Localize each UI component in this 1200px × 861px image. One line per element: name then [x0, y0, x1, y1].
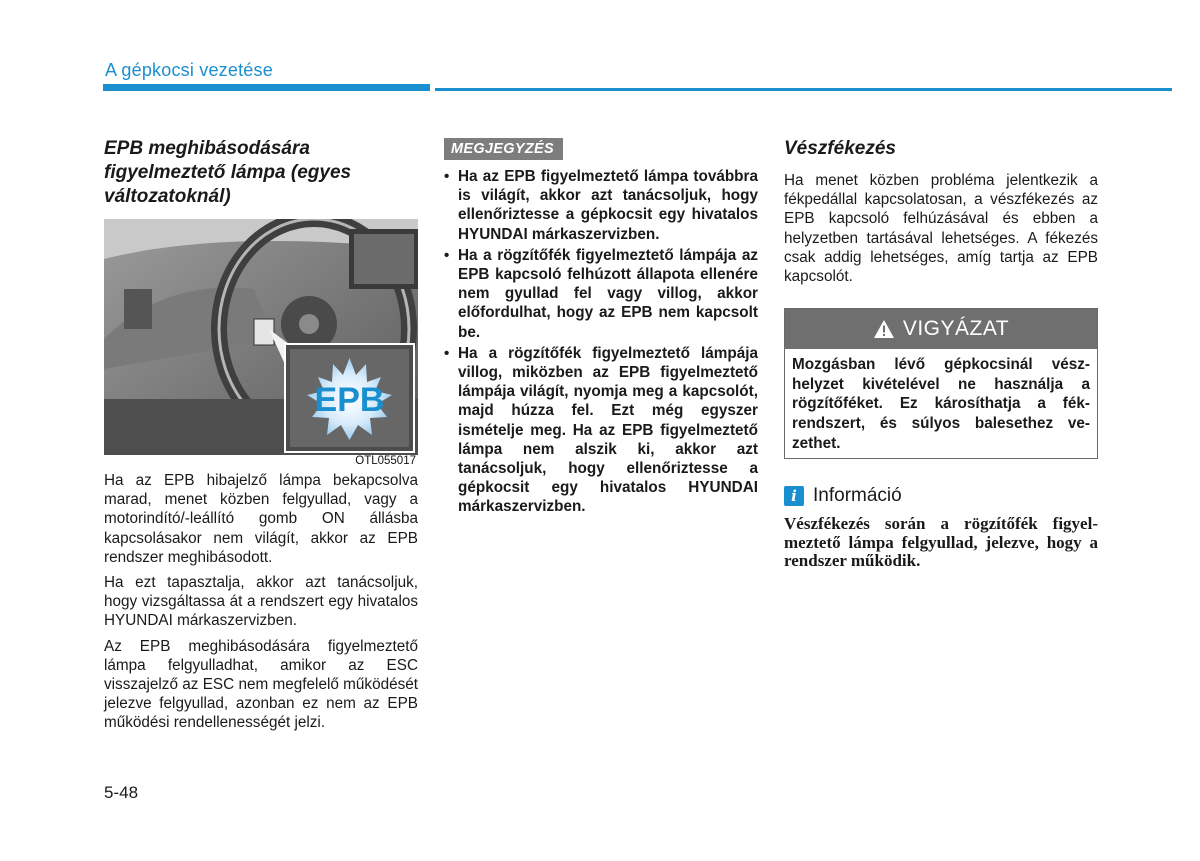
emergency-braking-paragraph: Ha menet közben probléma jelentkezik a fékpedállal kapcsolatosan, a vészfékezés az EPB kapcsoló felhúzásával és ebben a helyzetben tartásával lehetséges. A fékezés csak addig lehetséges, amíg tartja az EPB kapcsolót.	[784, 172, 1098, 286]
epb-warning-heading: EPB meghibásodására figyelmeztető lámpa (egyes változatoknál)	[104, 138, 352, 207]
note-bullet-list	[444, 167, 758, 517]
info-header	[784, 485, 1098, 507]
info-title: Információ	[813, 485, 902, 507]
caution-header	[785, 309, 1097, 349]
header-rule-thin	[435, 88, 1172, 91]
dashboard-figure	[104, 219, 418, 467]
header-rule-thick	[103, 84, 430, 91]
header-title: A gépkocsi vezetése	[105, 60, 273, 80]
note-label: MEGJEGYZÉS	[444, 138, 563, 160]
caution-box	[784, 308, 1098, 459]
list-item	[444, 167, 758, 244]
info-icon: i	[784, 486, 804, 506]
page-number: 5-48	[104, 783, 139, 802]
bullet-text: Ha az EPB figyelmeztető lámpa továbbra is világít, akkor azt tanácsoljuk, hogy ellenőriztesse a gépkocsit egy hivatalos HYUNDAI márkaszervizben.	[458, 168, 758, 243]
bullet-dot: •	[444, 344, 450, 362]
bullet-text: Ha a rögzítőfék figyelmeztető lámpája az EPB kapcsoló felhúzott állapota ellenére nem gyullad fel vagy villog, akkor előfordulhat, hogy az EPB nem kapcsolt be.	[458, 246, 758, 341]
left-paragraph-3: Az EPB meghibásodására figyelmeztető lámpa felgyulladhat, amikor az ESC visszajelző az ESC nem megfelelő működését jelezve felgyullad, azonban ez nem az EPB működési rendellenességét jelzi.	[104, 637, 418, 732]
caution-title: VIGYÁZAT	[902, 317, 1010, 341]
emergency-braking-heading: Vészfékezés	[784, 138, 896, 159]
figure-code: OTL055017	[355, 455, 416, 467]
list-item	[444, 344, 758, 517]
middle-column	[444, 132, 758, 519]
list-item	[444, 246, 758, 342]
dashboard-illustration	[104, 219, 418, 467]
left-paragraph-2: Ha ezt tapasztalja, akkor azt tanácsoljuk, hogy vizsgáltassa át a rendszert egy hivatalos HYUNDAI márkaszervizben.	[104, 574, 418, 630]
info-text: Vészfékezés során a rögzítőfék figyelmeztető lámpa felgyullad, jelezve, hogy a rendszer működik.	[784, 514, 1098, 571]
bullet-text: Ha a rögzítőfék figyelmeztető lámpája villog, miközben az EPB figyelmeztető lámpája világít, nyomja meg a kapcsolót, majd húzza fel. Ezt még egyszer ismételje meg. Ha az EPB figyelmeztető lámpa nem alszik ki, akkor azt tanácsoljuk, hogy ellenőriztesse a gépkocsit egy hivatalos HYUNDAI márkaszervizben.	[458, 344, 758, 516]
warning-triangle-icon	[873, 319, 895, 339]
left-column	[104, 132, 418, 739]
left-paragraph-1: Ha az EPB hibajelző lámpa bekapcsolva marad, menet közben felgyullad, vagy a motorindító/-leállító gomb ON állásba kapcsolásakor nem világít, akkor az EPB rendszer meghibásodott.	[104, 472, 418, 566]
bullet-dot: •	[444, 168, 450, 185]
epb-badge-text: EPB	[314, 381, 385, 419]
bullet-dot: •	[444, 246, 450, 264]
right-column	[784, 132, 1098, 571]
caution-text: Mozgásban lévő gépkocsinál vészhelyzet kivételével ne használja a rögzítőféket. Ez károsíthatja a fékrendszert, és súlyos balesethez vezethet.	[792, 356, 1090, 452]
